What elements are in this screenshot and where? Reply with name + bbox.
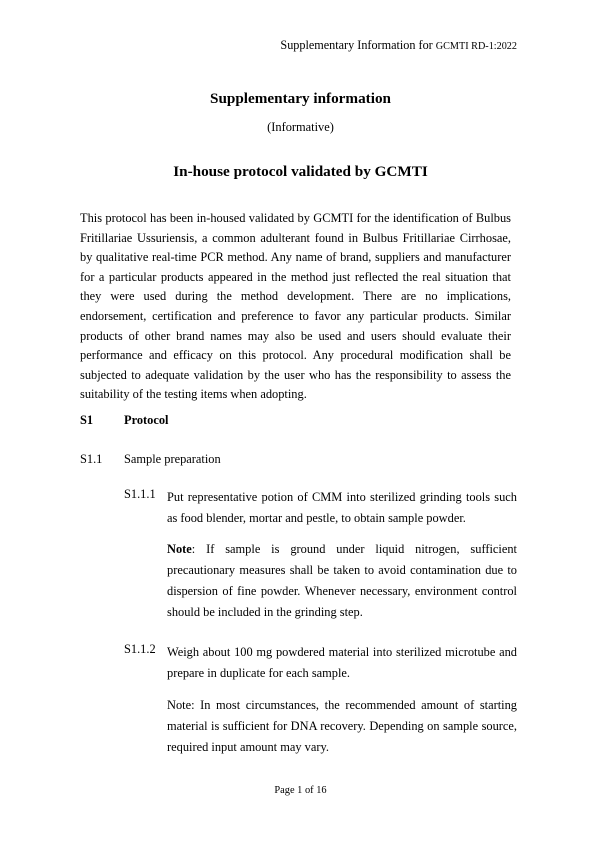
heading-s1 xyxy=(80,413,169,428)
document-title: Supplementary information xyxy=(210,90,391,107)
note-text: : If sample is ground under liquid nitrogen, sufficient precautionary measures shall be taken to avoid contamination due to dispersion of fine powder. Whenever necessary, environment control should be included in the grinding step. xyxy=(167,542,517,619)
header-prefix: Supplementary Information for xyxy=(280,38,433,52)
step-s1-1-1-number: S1.1.1 xyxy=(124,487,156,501)
heading-s1-1 xyxy=(80,452,221,467)
step-s1-1-2 xyxy=(124,642,517,684)
section-title: In-house protocol validated by GCMTI xyxy=(173,163,428,180)
step-s1-1-2-note: Note: In most circumstances, the recommended amount of starting material is sufficient for DNA recovery. Depending on sample source, required input amount may vary. xyxy=(167,698,517,754)
heading-s1-number: S1 xyxy=(80,413,94,427)
step-s1-1-1 xyxy=(124,487,517,529)
step-s1-1-2-number: S1.1.2 xyxy=(124,642,156,656)
document-subtitle: (Informative) xyxy=(267,120,334,134)
heading-s1-1-number: S1.1 xyxy=(80,452,103,466)
page-number: Page 1 of 16 xyxy=(274,785,327,796)
step-s1-1-1-note xyxy=(167,539,517,623)
note-label: Note xyxy=(167,542,192,556)
heading-s1-label: Protocol xyxy=(124,413,169,427)
step-s1-1-1-text: Put representative potion of CMM into sterilized grinding tools such as food blender, mortar and pestle, to obtain sample powder. xyxy=(167,490,517,525)
step-s1-1-2-text: Weigh about 100 mg powdered material into sterilized microtube and prepare in duplicate for each sample. xyxy=(167,645,517,680)
intro-paragraph: This protocol has been in-housed validated by GCMTI for the identification of Bulbus Fritillariae Ussuriensis, a common adulterant found in Bulbus Fritillariae Cirrhosae, by qualitative real-time PCR method. Any name of brand, suppliers and manufacturer for a particular products appeared in the method just reflected the real situation that they were used during the method development. There are no implications, endorsement, certification and preference to favor any particular products. Similar products of other brand names may also be used and users should evaluate their performance and efficacy on this protocol. Any procedural modification shall be subjected to adequate validation by the user who has the responsibility to assess the suitability of the testing items when adopting. xyxy=(80,211,511,402)
page-header xyxy=(280,38,517,53)
header-doc-id: GCMTI RD-1:2022 xyxy=(435,41,517,52)
heading-s1-1-label: Sample preparation xyxy=(124,452,221,466)
